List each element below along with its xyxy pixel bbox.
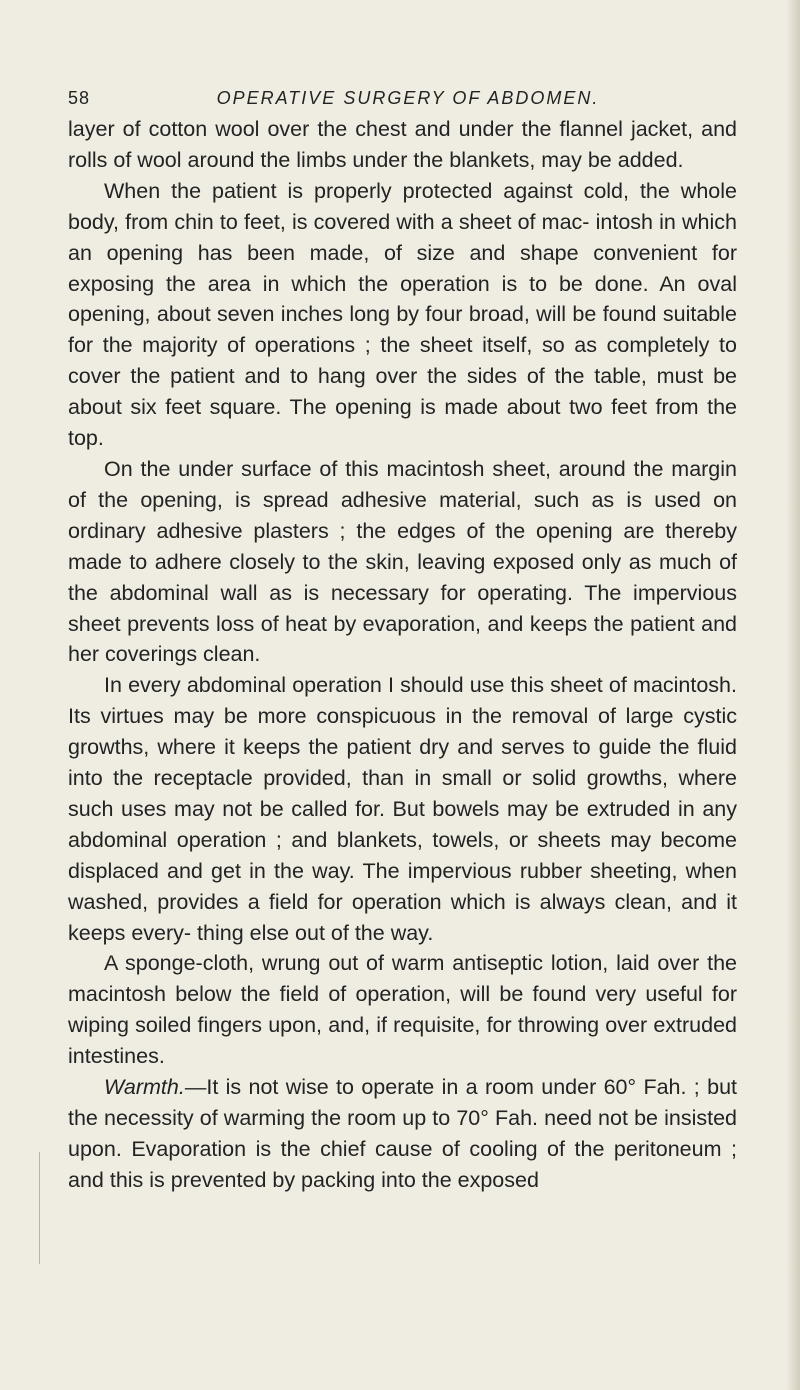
- running-head-title: OPERATIVE SURGERY OF ABDOMEN.: [216, 88, 600, 108]
- page-number: 58: [68, 88, 91, 108]
- paragraph-continued: layer of cotton wool over the chest and under the flannel jacket, and rolls of wool around the limbs under the blankets, may be added.: [68, 117, 737, 172]
- page-edge-shadow: [786, 0, 800, 1390]
- paragraph-warmth: [68, 1072, 737, 1196]
- margin-pencil-mark: [39, 1152, 40, 1264]
- warmth-text: —It is not wise to operate in a room under 60° Fah. ; but the necessity of warming the room up to 70° Fah. need not be insisted upon. Evaporation is the chief cause of cooling of the peritoneum ; and this is prevented by packing into the exposed: [68, 1075, 737, 1192]
- body-text: [68, 114, 737, 1196]
- warmth-heading: Warmth.: [104, 1075, 185, 1100]
- paragraph-adhesive-margin: On the under surface of this macintosh sheet, around the margin of the opening, is spread adhesive material, such as is used on ordinary adhesive plasters ; the edges of the opening are thereby made to adhere closely to the skin, leaving exposed only as much of the abdominal wall as is necessary for operating. The impervious sheet prevents loss of heat by evaporation, and keeps the patient and her coverings clean.: [68, 456, 737, 667]
- paragraph-sponge-cloth: A sponge-cloth, wrung out of warm antiseptic lotion, laid over the macintosh below the field of operation, will be found very useful for wiping soiled fingers upon, and, if requisite, for throwing over extruded intestines.: [68, 951, 737, 1069]
- paragraph-macintosh-sheet: When the patient is properly protected against cold, the whole body, from chin to feet, is covered with a sheet of mac- intosh in which an opening has been made, of size and shape convenient for exposing the area in which the operation is to be done. An oval opening, about seven inches long by four broad, will be found suitable for the majority of operations ; the sheet itself, so as completely to cover the patient and to hang over the sides of the table, must be about six feet square. The opening is made about two feet from the top.: [68, 178, 737, 451]
- paragraph-every-operation: In every abdominal operation I should use this sheet of macintosh. Its virtues may be more conspicuous in the removal of large cystic growths, where it keeps the patient dry and serves to guide the fluid into the receptacle provided, than in small or solid growths, where such uses may not be called for. But bowels may be extruded in any abdominal operation ; and blankets, towels, or sheets may become displaced and get in the way. The impervious rubber sheeting, when washed, provides a field for operation which is always clean, and it keeps every- thing else out of the way.: [68, 673, 737, 945]
- page-header: [68, 88, 748, 112]
